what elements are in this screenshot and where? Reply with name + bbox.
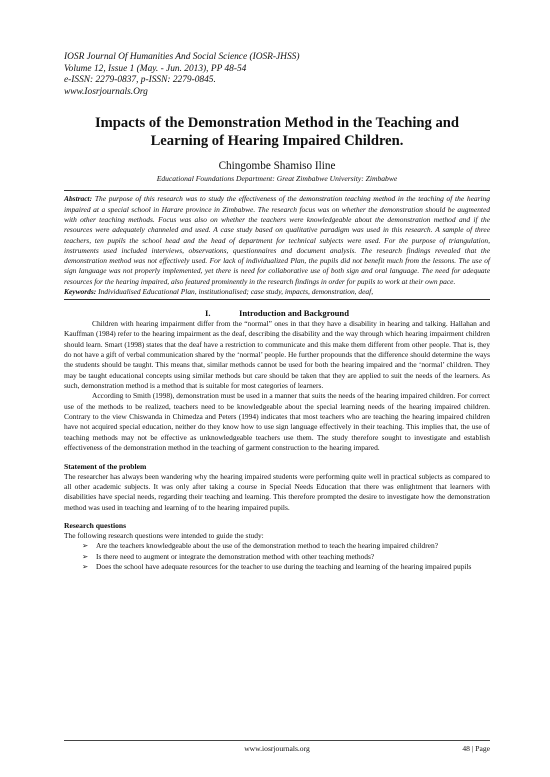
page-number: 48 | Page <box>462 744 490 753</box>
abstract-bottom-rule <box>64 299 490 300</box>
journal-website[interactable]: www.Iosrjournals.Org <box>64 86 148 97</box>
paper-title <box>64 114 490 150</box>
section-number: I. <box>204 308 211 319</box>
research-question-1: Are the teachers knowledgeable about the use of the demonstration method to teach the hearing impaired children? <box>96 541 438 551</box>
issn: e-ISSN: 2279-0837, p-ISSN: 2279-0845. <box>64 75 216 86</box>
title-line-2: Learning of Hearing Impaired Children. <box>150 133 404 150</box>
problem-paragraph: The researcher has always been wandering why the hearing impaired students were performing quite well in practical subjects as compared to all other academic subjects. It was only after taking a course in Special Needs Education that there was enlightment that learners with disabilities have special needs, regarding their teaching and learning. This therefore prompted the desire to investigate how the demonstration method was used in teaching and learning of to the hearing impaired pupils. <box>64 471 490 512</box>
research-question-2: Is there need to augment or integrate the demonstration method with other teaching methods? <box>96 551 375 561</box>
list-item <box>82 562 490 572</box>
abstract-text: The purpose of this research was to study the effectiveness of the demonstration teaching method in the teaching of the hearing impaired at a special school in Harare province in Zimbabwe. The research focus was on whether the demonstration should be augmented with other teaching methods. Focus was also on whether the teachers were knowledgeable about the demonstration method and if the resources were adequately channeled and used. A case study based on qualitative paradigm was used in this research. A sample of three teachers, ten pupils the school head and the head of department for technical subjects were used. For the purpose of triangulation, instruments used included interviews, observations, questionnaires and document analysis. The research findings revealed that the demonstration method was not effectively used. For lack of individualized Plan, the pupils did not benefit much from the lessons. The use of sign language was not properly implemented, yet there is need for collaborative use of both sign and oral language. The need for adequate resources for the hearing impaired, also featured prominently in the research findings in order for pupils to work at their own pace. <box>64 194 490 286</box>
author-affiliation: Educational Foundations Department: Great Zimbabwe University: Zimbabwe <box>156 174 398 184</box>
research-questions-heading: Research questions <box>64 520 127 530</box>
arrow-bullet-icon: ➢ <box>82 541 89 551</box>
intro-paragraph-1: Children with hearing impairment differ from the “normal” ones in that they have a disability in hearing and talking. Hallahan and Kauffman (1984) refer to the hearing impairment as the deaf, describing the disability and the way through which hearing impairment children should learn. Smart (1998) states that the deaf have a restriction to communicate and this make them different from other people. That is, they do not have a gift of verbal communication shared by the ‘normal’ people. He further propounds that the difference should determine the ways the students should be taught. This means that, similar methods cannot be used for both the hearing impaired and the ‘normal’ children. They may be taught educational concepts using similar methods but care should be taken that they are applied to suit the needs of the learners. As such, demonstration method is a method that is suitable for most categories of learners. <box>64 319 490 391</box>
abstract-top-rule <box>64 190 490 191</box>
arrow-bullet-icon: ➢ <box>82 551 89 561</box>
abstract <box>64 194 490 287</box>
footer-website[interactable]: www.iosrjournals.org <box>244 744 310 753</box>
intro-paragraph-2: According to Smith (1998), demonstration must be used in a manner that suits the needs of the hearing impaired children. For correct use of the methods to be realized, teachers need to be knowledgeable about the special learning needs of the hearing impaired children. Contrary to the view Chiswanda in Chimedza and Peters (1994) indicates that most teachers who are teaching the hearing impaired children have not acquired special education, neither do they know how to use sign language effectively in their teaching. This implies that, the use of teaching methods may not be effective as unknowledgeable teachers use them. The study therefore sought to investigate and establish effectiveness of the demonstration method in the teaching of garment construction to the hearing impared. <box>64 391 490 453</box>
research-questions-list <box>64 541 490 572</box>
abstract-label: Abstract: <box>64 194 93 204</box>
section-heading <box>64 308 490 319</box>
keywords-text: Individualised Educational Plan, institutionalised; case study, impacts, demonstration, deaf, <box>96 287 374 297</box>
volume-issue: Volume 12, Issue 1 (May. - Jun. 2013), PP 48-54 <box>64 63 247 74</box>
footer-rule <box>64 740 490 741</box>
arrow-bullet-icon: ➢ <box>82 561 89 571</box>
research-question-3: Does the school have adequate resources for the teacher to use during the teaching and learning of the hearing impaired pupils <box>96 561 472 571</box>
research-questions-intro: The following research questions were intended to guide the study: <box>64 530 264 540</box>
problem-heading: Statement of the problem <box>64 461 147 471</box>
keywords <box>64 287 490 299</box>
section-title: Introduction and Background <box>238 308 349 319</box>
list-item <box>82 541 490 551</box>
keywords-label: Keywords: <box>64 287 97 297</box>
journal-name: IOSR Journal Of Humanities And Social Science (IOSR-JHSS) <box>64 52 300 62</box>
list-item <box>82 552 490 562</box>
author-name: Chingombe Shamiso Iline <box>218 160 336 173</box>
title-line-1: Impacts of the Demonstration Method in the Teaching and <box>94 115 460 132</box>
journal-header <box>64 0 490 98</box>
